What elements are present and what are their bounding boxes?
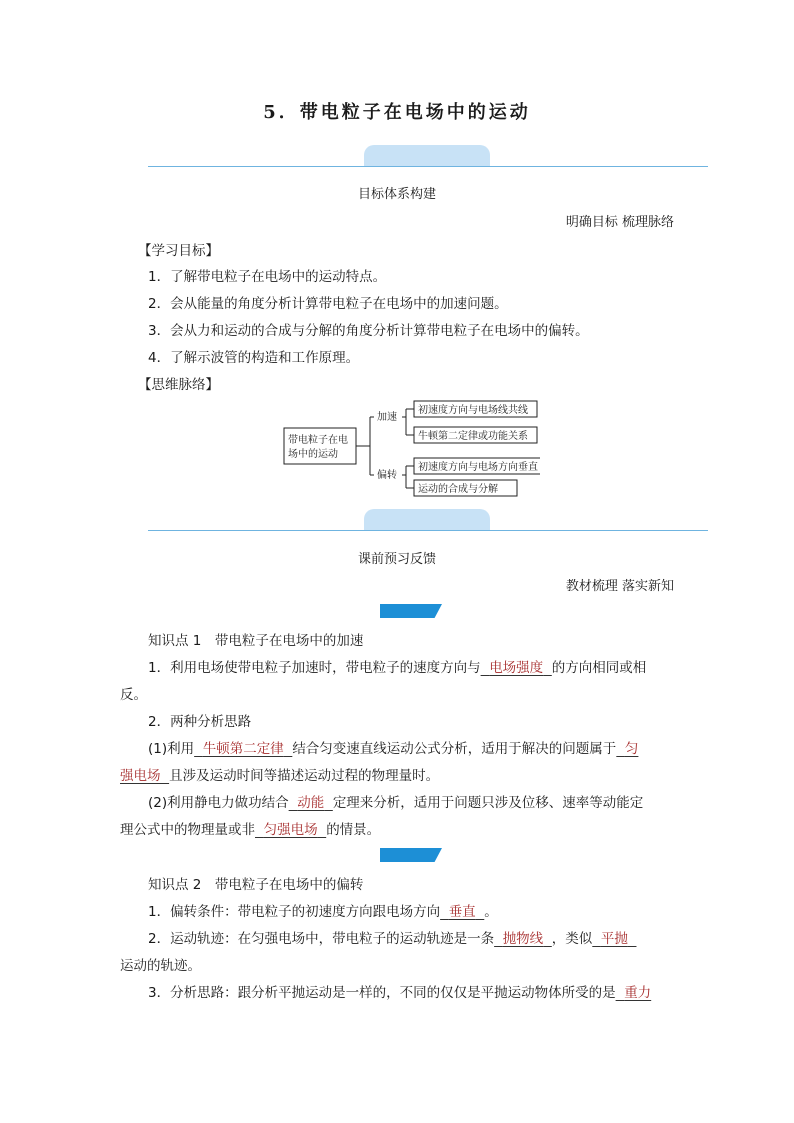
answer-blank: 平抛 <box>600 931 628 947</box>
kp2-heading: 知识点 2 带电粒子在电场中的偏转 <box>148 877 364 893</box>
goal-item: 4．了解示波管的构造和工作原理。 <box>148 350 360 366</box>
answer-blank: 垂直 <box>448 904 476 920</box>
section-subtitle: 明确目标 梳理脉络 <box>565 215 674 230</box>
kp2-line: 3．分析思路：跟分析平抛运动是一样的，不同的仅仅是平抛运动物体所受的是 重力 <box>148 985 652 1001</box>
answer-blank: 动能 <box>297 795 325 811</box>
kp1-line: (2)利用静电力做功结合 动能 定理来分析，适用于问题只涉及位移、速率等动能定 <box>148 795 644 811</box>
mindmap-leaf: 运动的合成与分解 <box>418 484 498 495</box>
page-title: 5．带电粒子在电场中的运动 <box>263 102 531 123</box>
section-divider <box>148 166 708 167</box>
goal-item: 1．了解带电粒子在电场中的运动特点。 <box>148 269 387 285</box>
kp1-heading: 知识点 1 带电粒子在电场中的加速 <box>148 633 364 649</box>
goals-heading: 【学习目标】 <box>138 243 219 259</box>
goal-item: 3．会从力和运动的合成与分解的角度分析计算带电粒子在电场中的偏转。 <box>148 323 589 339</box>
kp2-line: 运动的轨迹。 <box>120 958 201 974</box>
answer-blank: 电场强度 <box>489 660 544 676</box>
answer-blank: 强电场 <box>120 768 161 784</box>
section-divider <box>148 530 708 531</box>
kp1-line: 理公式中的物理量或非 匀强电场 的情景。 <box>120 822 381 838</box>
answer-blank: 抛物线 <box>502 931 544 947</box>
mindmap-root-label-line2: 场中的运动 <box>288 449 338 460</box>
kp1-line: 2．两种分析思路 <box>148 714 252 730</box>
answer-blank: 重力 <box>624 985 652 1001</box>
kp1-line: 1．利用电场使带电粒子加速时，带电粒子的速度方向与 电场强度 的方向相同或相 <box>148 660 647 676</box>
mindmap-leaf: 初速度方向与电场线共线 <box>418 405 528 416</box>
mindmap-branch-accelerate: 加速 <box>377 412 397 423</box>
knowledge-point-tag <box>380 848 442 862</box>
goal-item: 2．会从能量的角度分析计算带电粒子在电场中的加速问题。 <box>148 296 508 312</box>
section-tab <box>364 509 490 531</box>
mindmap-connector <box>402 409 414 435</box>
mindmap-connector <box>356 417 374 475</box>
section-subtitle: 教材梳理 落实新知 <box>565 579 674 594</box>
mindmap-leaf: 牛顿第二定律或功能关系 <box>418 431 528 442</box>
kp1-line: 强电场 且涉及运动时间等描述运动过程的物理量时。 <box>120 768 440 784</box>
kp1-line: (1)利用 牛顿第二定律 结合匀变速直线运动公式分析，适用于解决的问题属于 匀 <box>148 741 639 757</box>
section-title: 课前预习反馈 <box>357 552 436 567</box>
mindmap-heading: 【思维脉络】 <box>138 377 219 393</box>
kp1-line: 反。 <box>120 687 147 703</box>
knowledge-point-tag <box>380 604 442 618</box>
section-tab <box>364 145 490 167</box>
kp2-line: 2．运动轨迹：在匀强电场中，带电粒子的运动轨迹是一条 抛物线 ，类似 平抛 <box>148 927 636 947</box>
answer-blank: 匀 <box>624 741 639 757</box>
mindmap-leaf: 初速度方向与电场方向垂直 <box>418 462 538 473</box>
answer-blank: 匀强电场 <box>263 822 318 838</box>
mindmap-root-label-line1: 带电粒子在电 <box>288 435 348 446</box>
answer-blank: 牛顿第二定律 <box>202 741 284 757</box>
section-title: 目标体系构建 <box>357 187 436 202</box>
kp2-line: 1．偏转条件：带电粒子的初速度方向跟电场方向 垂直 。 <box>148 904 498 920</box>
mindmap-connector <box>402 466 414 488</box>
mindmap-branch-deflect: 偏转 <box>377 470 397 481</box>
mindmap-diagram <box>280 395 540 500</box>
